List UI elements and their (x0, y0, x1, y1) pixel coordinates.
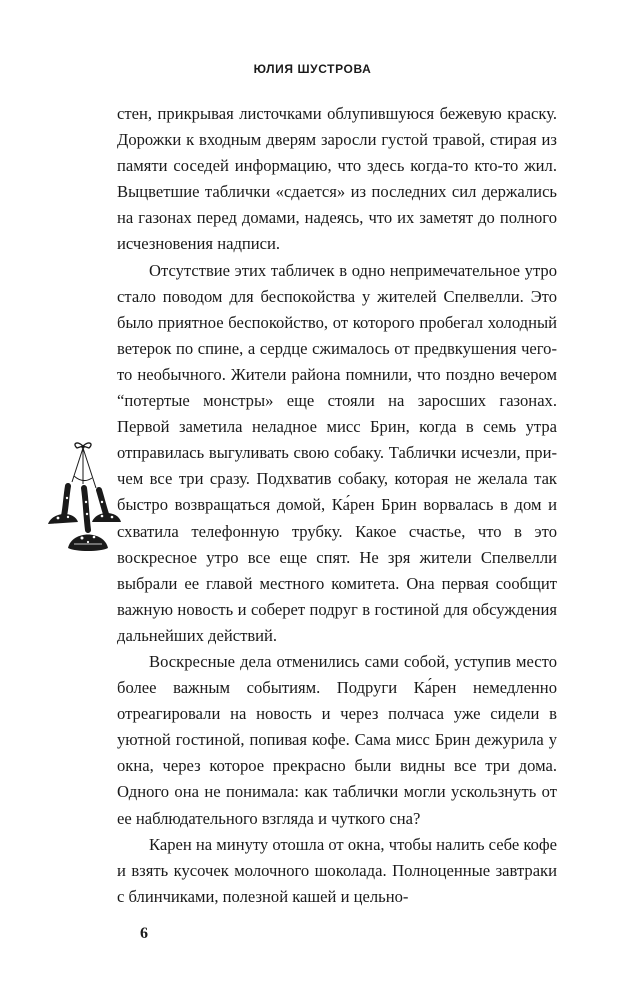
page-number: 6 (140, 925, 148, 942)
paragraph-2: Отсутствие этих табличек в одно непримечательное утро стало поводом для беспокойства у жителей Спелвелли. Это было приятное беспокойство, от которого пробегал холодный ветерок по спине, а сердце сжималось от предвкушения чего-то необычного. Жители района помнили, что поздно вечером “потертые монстры» еще стояли на заросших газонах. Первой заметила неладное мисс Брин, когда в семь утра отправилась выгуливать свою собаку. Таблички исчезли, причем все три сразу. Подхватив собаку, которая не желала так быстро возвращаться домой, Ка́рен Брин ворвалась в дом и схватила телефонную трубку. Какое счастье, что в это воскресное утро все еще спят. Не зря жители Спелвелли выбрали ее главой местного комитета. Она первая сообщит важную новость и соберет подруг в гостиной для обсуждения дальнейших действий. (117, 260, 557, 645)
paragraph-4: Карен на минуту отошла от окна, чтобы налить себе кофе и взять кусочек молочного шоколада. Полноценные завтраки с блинчиками, полезной кашей и цельно- (117, 834, 557, 906)
paragraph-1: стен, прикрывая листочками облупившуюся бежевую краску. Дорожки к входным дверям заросли густой травой, стирая из памяти соседей информацию, что здесь когда-то кто-то жил. Выцветшие таблички «сдается» из последних сил держались на газонах перед домами, надеясь, что их заметят до полного исчезновения надписи. (117, 104, 557, 254)
hanging-mushrooms-icon (44, 440, 122, 570)
paragraph-3: Воскресные дела отменились сами собой, уступив место более важным событиям. Подруги Ка́рен немедленно отреагировали на новость и через полчаса уже сидели в уютной гостиной, попивая кофе. Сама мисс Брин дежурила у окна, через которое прекрасно были видны все три дома. Одного она не понимала: как таблички могли ускользнуть от ее наблюдательного взгляда и чуткого сна? (117, 651, 557, 828)
running-header: ЮЛИЯ ШУСТРОВА (253, 62, 372, 76)
body-text (117, 101, 557, 910)
